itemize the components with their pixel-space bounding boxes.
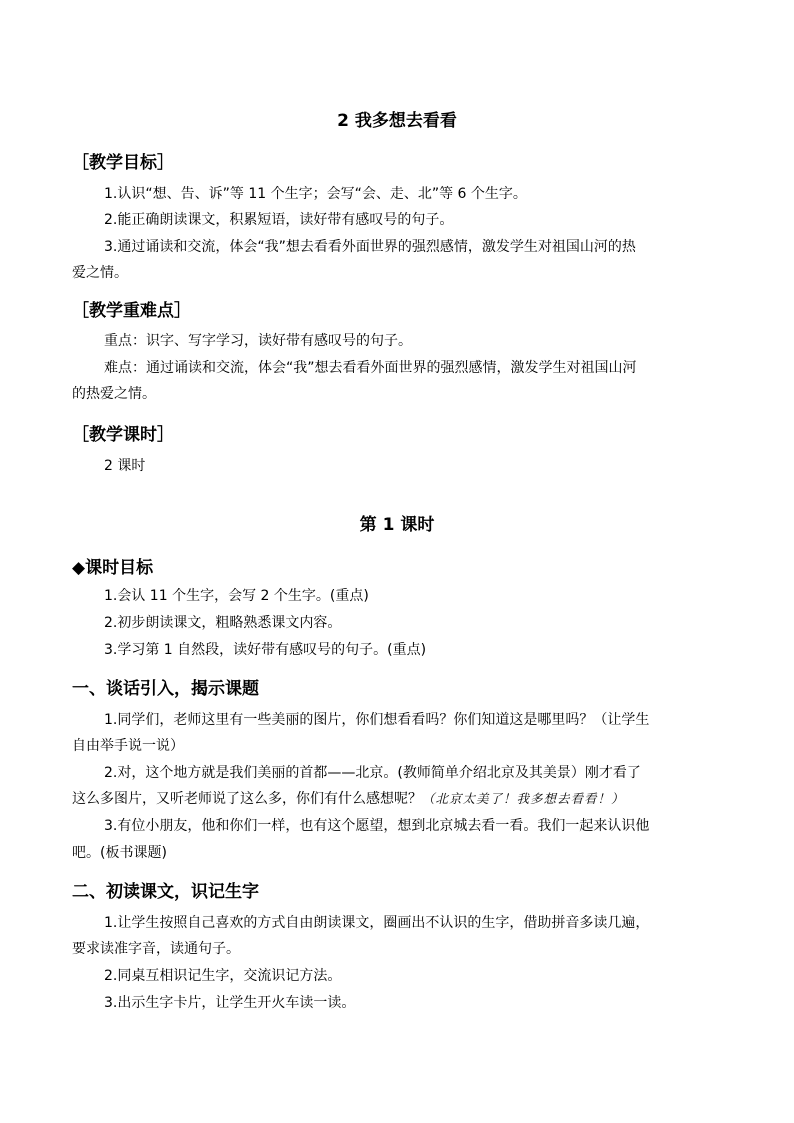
goal-item: 3.通过诵读和交流，体会“我”想去看看外面世界的强烈感情，激发学生对祖国山河的热 — [104, 239, 636, 255]
hours-value: 2 课时 — [104, 458, 146, 474]
key-point-item: 难点：通过诵读和交流，体会“我”想去看看外面世界的强烈感情，激发学生对祖国山河 — [104, 360, 637, 376]
lesson-goal-item: 2.初步朗读课文，粗略熟悉课文内容。 — [104, 615, 342, 631]
part2-line: 要求读准字音，读通句子。 — [72, 941, 240, 957]
part1-line — [72, 789, 625, 809]
lesson-goal-item: 3.学习第 1 自然段，读好带有感叹号的句子。(重点) — [104, 642, 427, 658]
part2-heading: 二、初读课文，识记生字 — [72, 882, 259, 902]
part1-line: 吧。(板书课题) — [72, 845, 167, 861]
part2-line: 1.让学生按照自己喜欢的方式自由朗读课文，圈画出不认识的生字，借助拼音多读几遍， — [104, 915, 650, 931]
lesson-goal-item: 1.会认 11 个生字，会写 2 个生字。(重点) — [104, 588, 369, 604]
part1-heading: 一、谈话引入，揭示课题 — [72, 679, 259, 699]
lesson-title: 第 1 课时 — [359, 515, 435, 535]
part1-line: 3.有位小朋友，他和你们一样，也有这个愿望，想到北京城去看一看。我们一起来认识他 — [104, 818, 650, 834]
goal-item: 2.能正确朗读课文，积累短语，读好带有感叹号的句子。 — [104, 212, 454, 228]
key-point-item: 重点：识字、写字学习，读好带有感叹号的句子。 — [104, 333, 412, 349]
part2-line: 2.同桌互相识记生字，交流识记方法。 — [104, 968, 342, 984]
section-heading-key-points: ［教学重难点］ — [72, 301, 191, 321]
document-title: 2 我多想去看看 — [337, 111, 457, 131]
part1-line: 自由举手说一说） — [72, 738, 184, 754]
part2-line: 3.出示生字卡片，让学生开火车读一读。 — [104, 995, 356, 1011]
section-heading-goals: ［教学目标］ — [72, 153, 174, 173]
lesson-goals-heading: ◆课时目标 — [72, 558, 154, 578]
part1-line-text: 这么多图片，又听老师说了这么多，你们有什么感想呢？ — [72, 791, 422, 807]
key-point-item-continued: 的热爱之情。 — [72, 386, 156, 402]
section-heading-hours: ［教学课时］ — [72, 425, 174, 445]
goal-item: 1.认识“想、告、诉”等 11 个生字；会写“会、走、北”等 6 个生字。 — [104, 186, 527, 202]
goal-item-continued: 爱之情。 — [72, 265, 128, 281]
part1-line: 2.对，这个地方就是我们美丽的首都——北京。(教师简单介绍北京及其美景）刚才看了 — [104, 765, 641, 781]
part1-line: 1.同学们，老师这里有一些美丽的图片，你们想看看吗？你们知道这是哪里吗？（让学生 — [104, 712, 650, 728]
student-answer: （北京太美了！我多想去看看！） — [422, 791, 625, 806]
